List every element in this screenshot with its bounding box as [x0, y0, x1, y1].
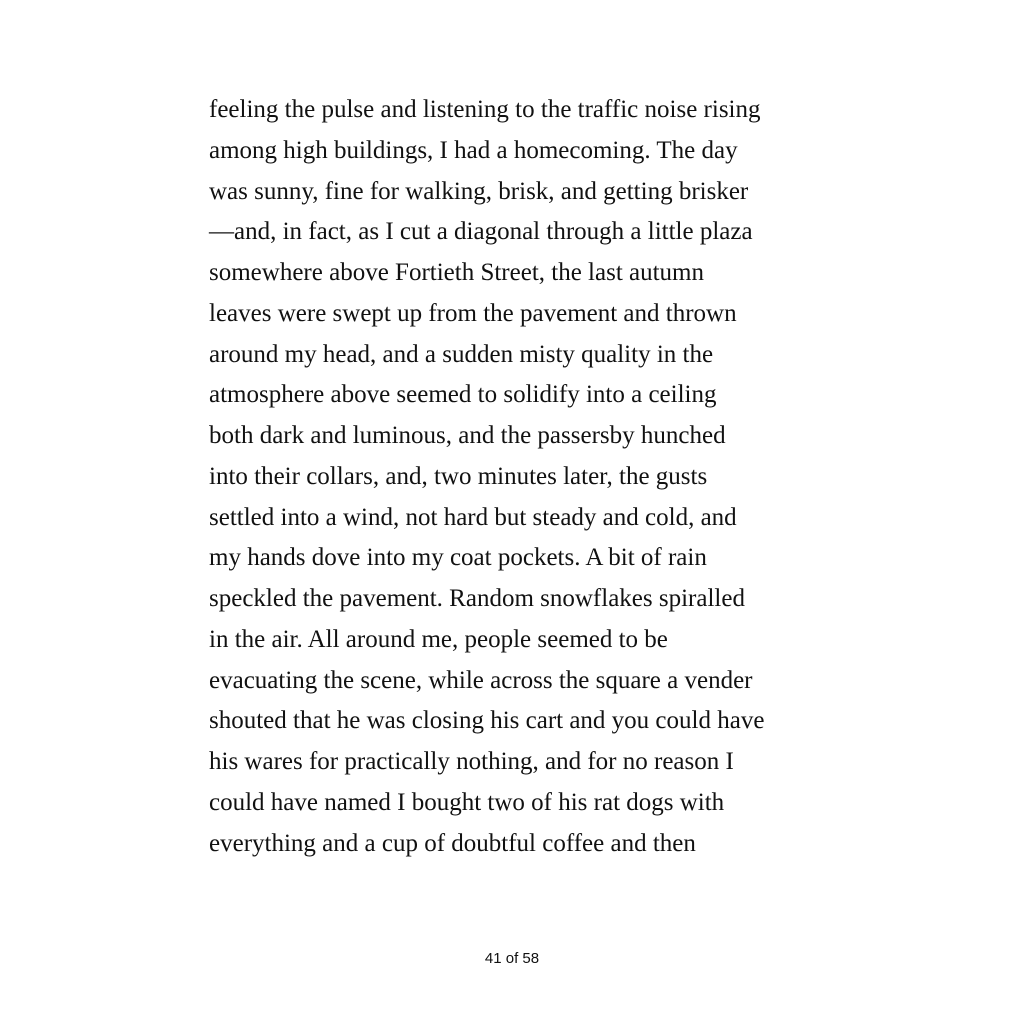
- page-indicator: 41 of 58: [484, 950, 540, 967]
- text-line: speckled the pavement. Random snowflakes spiralled: [209, 585, 745, 612]
- text-line: settled into a wind, not hard but steady and cold, and: [209, 503, 737, 531]
- text-line: around my head, and a sudden misty quality in the: [209, 340, 714, 368]
- text-line: among high buildings, I had a homecoming. The day: [209, 136, 738, 164]
- text-line: leaves were swept up from the pavement and thrown: [209, 299, 737, 327]
- text-line: both dark and luminous, and the passersby hunched: [209, 422, 726, 449]
- text-line: was sunny, fine for walking, brisk, and getting brisker: [209, 177, 749, 205]
- text-line: everything and a cup of doubtful coffee and then: [209, 829, 696, 857]
- text-line: atmosphere above seemed to solidify into a ceiling: [209, 381, 717, 409]
- text-line: in the air. All around me, people seemed to be: [209, 625, 668, 653]
- text-line: evacuating the scene, while across the square a vender: [209, 666, 753, 694]
- text-line: into their collars, and, two minutes later, the gusts: [209, 462, 708, 490]
- text-line: feeling the pulse and listening to the traffic noise rising: [209, 96, 761, 123]
- text-line: shouted that he was closing his cart and you could have: [209, 707, 765, 735]
- body-text: [209, 90, 849, 864]
- text-line: my hands dove into my coat pockets. A bit of rain: [209, 544, 707, 572]
- text-line: somewhere above Fortieth Street, the last autumn: [209, 259, 705, 286]
- text-line: could have named I bought two of his rat dogs with: [209, 788, 725, 816]
- text-line: —and, in fact, as I cut a diagonal through a little plaza: [209, 218, 753, 246]
- text-line: his wares for practically nothing, and for no reason I: [209, 748, 734, 775]
